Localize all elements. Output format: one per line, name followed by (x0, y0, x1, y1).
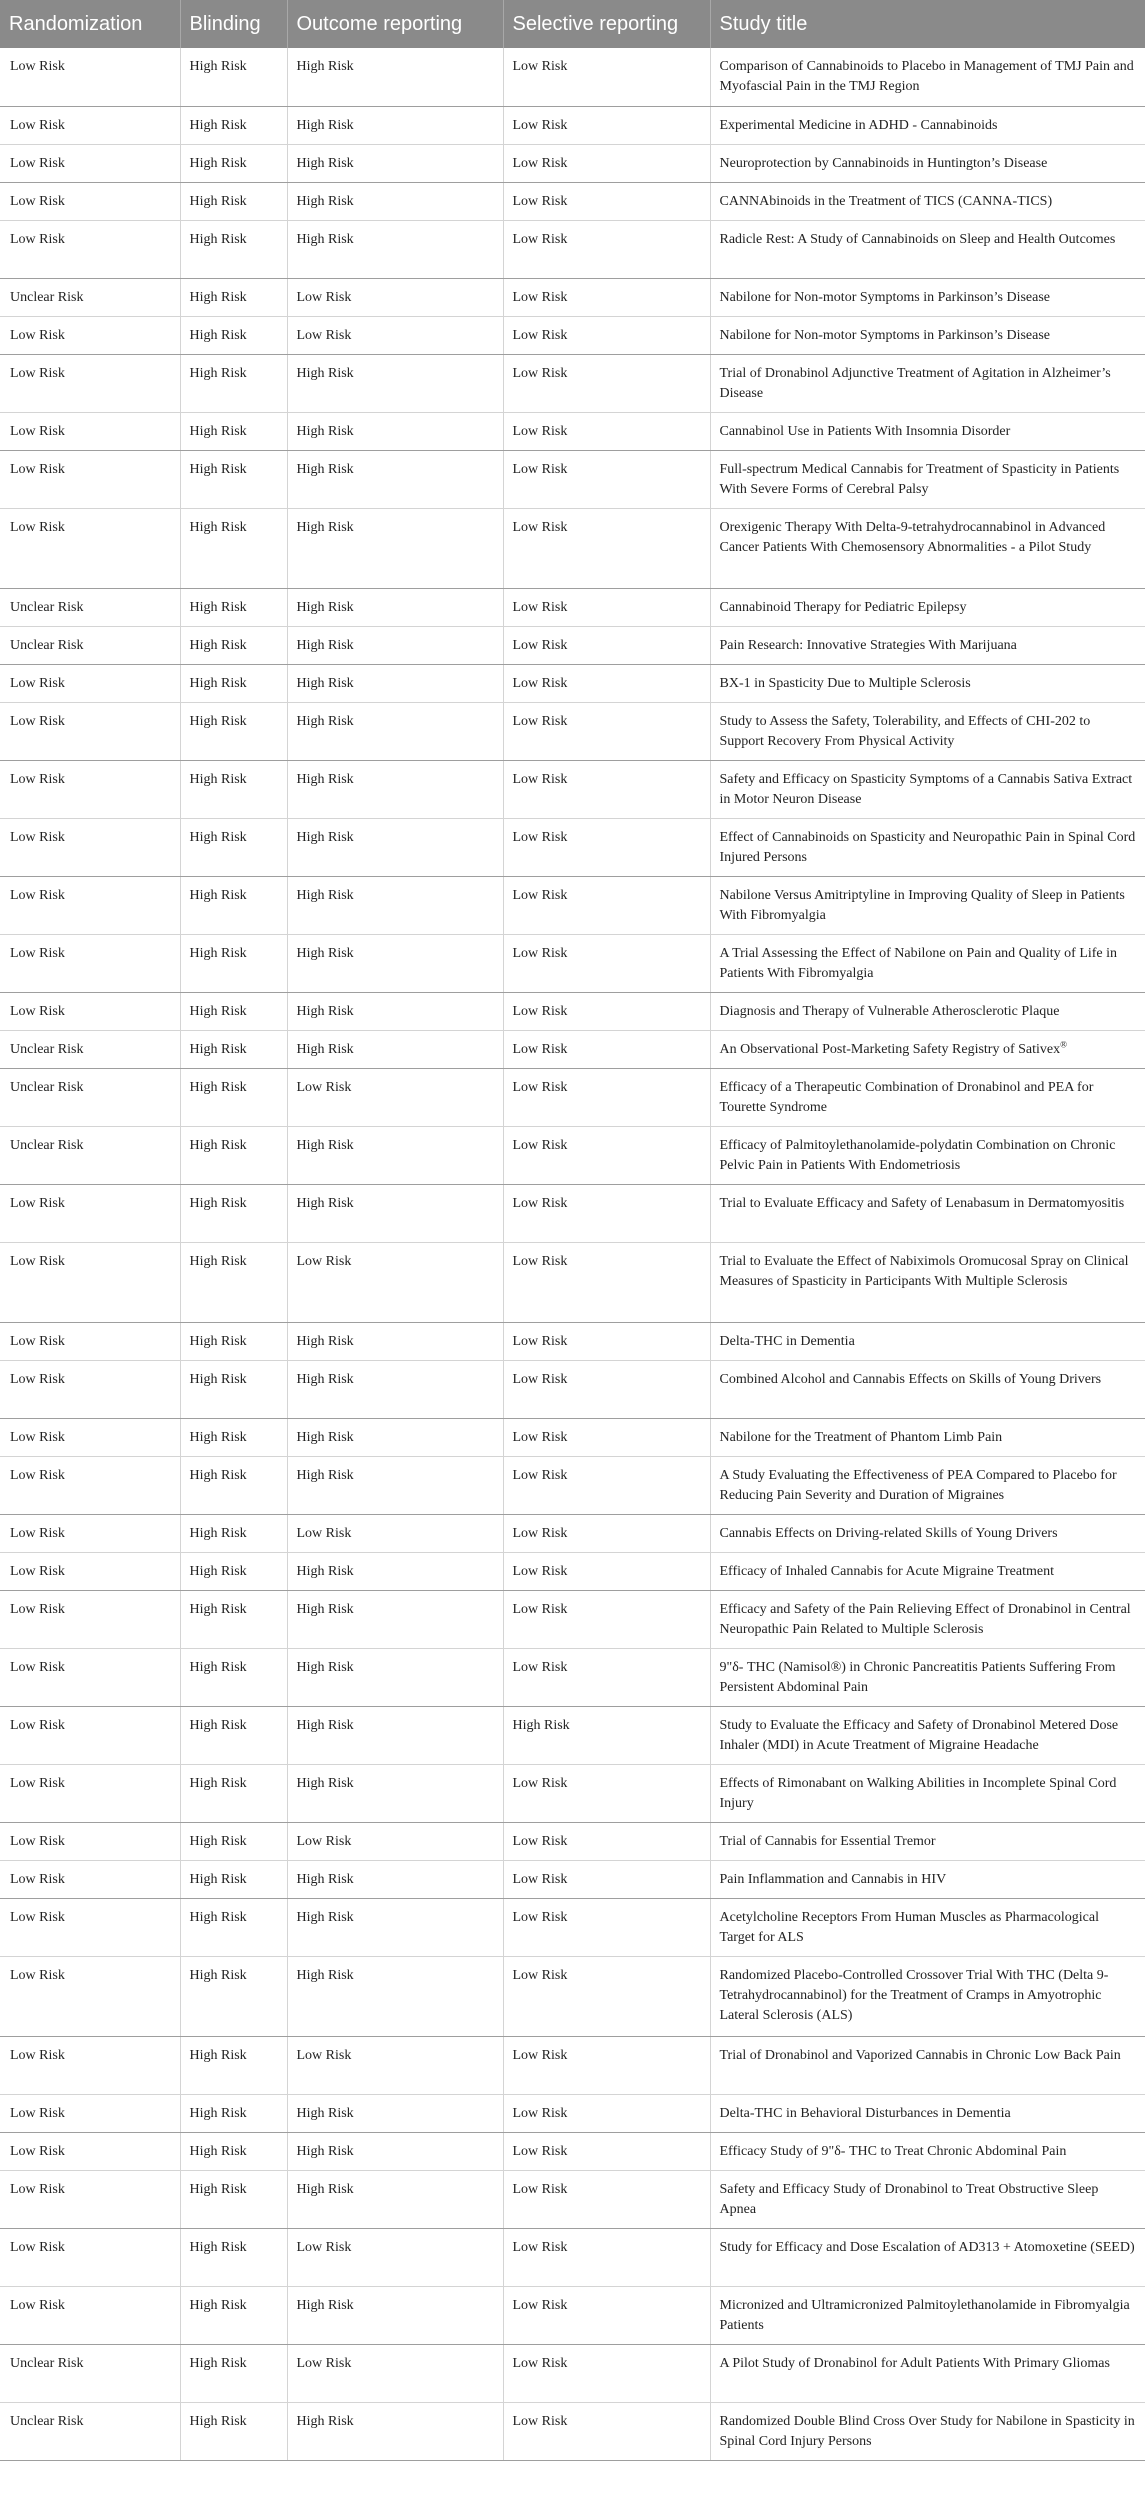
cell-outcome-reporting: High Risk (287, 626, 503, 664)
cell-selective-reporting: Low Risk (503, 992, 710, 1030)
cell-selective-reporting: Low Risk (503, 1418, 710, 1456)
cell-study-title: Safety and Efficacy Study of Dronabinol to Treat Obstructive Sleep Apnea (710, 2170, 1145, 2228)
cell-study-title: Combined Alcohol and Cannabis Effects on Skills of Young Drivers (710, 1360, 1145, 1418)
cell-outcome-reporting: Low Risk (287, 1242, 503, 1322)
cell-outcome-reporting: High Risk (287, 1456, 503, 1514)
cell-randomization: Low Risk (0, 1898, 180, 1956)
cell-randomization: Low Risk (0, 934, 180, 992)
cell-selective-reporting: Low Risk (503, 1860, 710, 1898)
cell-outcome-reporting: High Risk (287, 818, 503, 876)
cell-study-title: A Study Evaluating the Effectiveness of PEA Compared to Placebo for Reducing Pain Severity and Duration of Migraines (710, 1456, 1145, 1514)
cell-randomization: Low Risk (0, 182, 180, 220)
cell-study-title: Orexigenic Therapy With Delta-9-tetrahydrocannabinol in Advanced Cancer Patients With Chemosensory Abnormalities - a Pilot Study (710, 508, 1145, 588)
cell-outcome-reporting: High Risk (287, 992, 503, 1030)
cell-study-title: Trial of Dronabinol Adjunctive Treatment of Agitation in Alzheimer’s Disease (710, 354, 1145, 412)
table-row (0, 316, 1145, 354)
cell-blinding: High Risk (180, 1322, 287, 1360)
table-row (0, 2286, 1145, 2344)
cell-blinding: High Risk (180, 1860, 287, 1898)
table-row (0, 664, 1145, 702)
table-row (0, 2036, 1145, 2094)
cell-blinding: High Risk (180, 1184, 287, 1242)
cell-outcome-reporting: High Risk (287, 1648, 503, 1706)
cell-selective-reporting: Low Risk (503, 182, 710, 220)
cell-randomization: Low Risk (0, 1552, 180, 1590)
table-row (0, 1184, 1145, 1242)
cell-randomization: Low Risk (0, 760, 180, 818)
cell-selective-reporting: Low Risk (503, 316, 710, 354)
cell-randomization: Low Risk (0, 1242, 180, 1322)
table-row (0, 1648, 1145, 1706)
cell-blinding: High Risk (180, 2402, 287, 2460)
cell-outcome-reporting: High Risk (287, 412, 503, 450)
cell-selective-reporting: Low Risk (503, 2036, 710, 2094)
cell-study-title: Nabilone Versus Amitriptyline in Improving Quality of Sleep in Patients With Fibromyalgia (710, 876, 1145, 934)
cell-study-title: Randomized Placebo-Controlled Crossover Trial With THC (Delta 9-Tetrahydrocannabinol) for the Treatment of Cramps in Amyotrophic Lateral Sclerosis (ALS) (710, 1956, 1145, 2036)
cell-blinding: High Risk (180, 2286, 287, 2344)
cell-selective-reporting: Low Risk (503, 2170, 710, 2228)
cell-selective-reporting: Low Risk (503, 1648, 710, 1706)
cell-blinding: High Risk (180, 2170, 287, 2228)
cell-outcome-reporting: Low Risk (287, 278, 503, 316)
cell-selective-reporting: Low Risk (503, 1552, 710, 1590)
cell-blinding: High Risk (180, 1418, 287, 1456)
cell-selective-reporting: Low Risk (503, 1242, 710, 1322)
cell-outcome-reporting: Low Risk (287, 2344, 503, 2402)
cell-outcome-reporting: High Risk (287, 2286, 503, 2344)
cell-study-title: Study to Evaluate the Efficacy and Safety of Dronabinol Metered Dose Inhaler (MDI) in Acute Treatment of Migraine Headache (710, 1706, 1145, 1764)
cell-randomization: Low Risk (0, 1418, 180, 1456)
cell-blinding: High Risk (180, 316, 287, 354)
cell-study-title: Delta-THC in Behavioral Disturbances in Dementia (710, 2094, 1145, 2132)
cell-randomization: Unclear Risk (0, 588, 180, 626)
cell-selective-reporting: Low Risk (503, 278, 710, 316)
table-row (0, 876, 1145, 934)
cell-study-title: Efficacy Study of 9"δ- THC to Treat Chronic Abdominal Pain (710, 2132, 1145, 2170)
cell-study-title: Radicle Rest: A Study of Cannabinoids on Sleep and Health Outcomes (710, 220, 1145, 278)
cell-blinding: High Risk (180, 934, 287, 992)
cell-randomization: Low Risk (0, 2036, 180, 2094)
cell-blinding: High Risk (180, 412, 287, 450)
cell-study-title: 9"δ- THC (Namisol®) in Chronic Pancreatitis Patients Suffering From Persistent Abdominal Pain (710, 1648, 1145, 1706)
cell-study-title: CANNAbinoids in the Treatment of TICS (CANNA-TICS) (710, 182, 1145, 220)
cell-outcome-reporting: Low Risk (287, 1514, 503, 1552)
cell-randomization: Low Risk (0, 1648, 180, 1706)
cell-outcome-reporting: High Risk (287, 664, 503, 702)
cell-selective-reporting: Low Risk (503, 2402, 710, 2460)
cell-study-title: Randomized Double Blind Cross Over Study for Nabilone in Spasticity in Spinal Cord Injury Persons (710, 2402, 1145, 2460)
cell-selective-reporting: Low Risk (503, 2286, 710, 2344)
cell-randomization: Unclear Risk (0, 278, 180, 316)
cell-outcome-reporting: High Risk (287, 1184, 503, 1242)
cell-outcome-reporting: High Risk (287, 760, 503, 818)
cell-outcome-reporting: High Risk (287, 106, 503, 144)
cell-outcome-reporting: High Risk (287, 588, 503, 626)
cell-study-title: Trial of Cannabis for Essential Tremor (710, 1822, 1145, 1860)
cell-outcome-reporting: High Risk (287, 1030, 503, 1068)
cell-study-title: Study for Efficacy and Dose Escalation of AD313 + Atomoxetine (SEED) (710, 2228, 1145, 2286)
cell-randomization: Low Risk (0, 48, 180, 106)
cell-blinding: High Risk (180, 2094, 287, 2132)
table-row (0, 760, 1145, 818)
cell-blinding: High Risk (180, 2132, 287, 2170)
cell-selective-reporting: Low Risk (503, 144, 710, 182)
cell-selective-reporting: Low Risk (503, 2132, 710, 2170)
cell-outcome-reporting: Low Risk (287, 2036, 503, 2094)
cell-randomization: Unclear Risk (0, 1126, 180, 1184)
cell-selective-reporting: Low Risk (503, 760, 710, 818)
cell-study-title: Trial to Evaluate the Effect of Nabiximols Oromucosal Spray on Clinical Measures of Spasticity in Participants With Multiple Sclerosis (710, 1242, 1145, 1322)
cell-study-title: Cannabis Effects on Driving-related Skills of Young Drivers (710, 1514, 1145, 1552)
cell-blinding: High Risk (180, 664, 287, 702)
header-row (0, 0, 1145, 48)
cell-selective-reporting: Low Risk (503, 876, 710, 934)
cell-randomization: Low Risk (0, 2094, 180, 2132)
table-row (0, 106, 1145, 144)
cell-outcome-reporting: High Risk (287, 1126, 503, 1184)
table-row (0, 1030, 1145, 1068)
cell-study-title: BX-1 in Spasticity Due to Multiple Sclerosis (710, 664, 1145, 702)
cell-outcome-reporting: High Risk (287, 2170, 503, 2228)
cell-study-title: Efficacy of a Therapeutic Combination of Dronabinol and PEA for Tourette Syndrome (710, 1068, 1145, 1126)
table-row (0, 1956, 1145, 2036)
cell-randomization: Low Risk (0, 2228, 180, 2286)
cell-blinding: High Risk (180, 182, 287, 220)
cell-blinding: High Risk (180, 48, 287, 106)
cell-randomization: Low Risk (0, 1764, 180, 1822)
cell-outcome-reporting: High Risk (287, 354, 503, 412)
cell-study-title: Comparison of Cannabinoids to Placebo in Management of TMJ Pain and Myofascial Pain in the TMJ Region (710, 48, 1145, 106)
cell-blinding: High Risk (180, 1898, 287, 1956)
cell-blinding: High Risk (180, 278, 287, 316)
cell-outcome-reporting: Low Risk (287, 316, 503, 354)
cell-blinding: High Risk (180, 760, 287, 818)
cell-outcome-reporting: High Risk (287, 450, 503, 508)
cell-randomization: Low Risk (0, 1456, 180, 1514)
cell-outcome-reporting: High Risk (287, 220, 503, 278)
cell-outcome-reporting: Low Risk (287, 2228, 503, 2286)
cell-study-title: Diagnosis and Therapy of Vulnerable Atherosclerotic Plaque (710, 992, 1145, 1030)
cell-selective-reporting: Low Risk (503, 588, 710, 626)
cell-study-title: Neuroprotection by Cannabinoids in Huntington’s Disease (710, 144, 1145, 182)
cell-selective-reporting: Low Risk (503, 1764, 710, 1822)
cell-randomization: Unclear Risk (0, 1030, 180, 1068)
table-row (0, 818, 1145, 876)
cell-outcome-reporting: Low Risk (287, 1068, 503, 1126)
cell-selective-reporting: Low Risk (503, 450, 710, 508)
table-row (0, 278, 1145, 316)
cell-blinding: High Risk (180, 1360, 287, 1418)
cell-blinding: High Risk (180, 144, 287, 182)
table-row (0, 1068, 1145, 1126)
cell-blinding: High Risk (180, 1030, 287, 1068)
cell-selective-reporting: Low Risk (503, 626, 710, 664)
cell-selective-reporting: Low Risk (503, 1360, 710, 1418)
cell-study-title: Study to Assess the Safety, Tolerability, and Effects of CHI-202 to Support Recovery From Physical Activity (710, 702, 1145, 760)
table-row (0, 1418, 1145, 1456)
table-row (0, 1514, 1145, 1552)
cell-outcome-reporting: High Risk (287, 2094, 503, 2132)
cell-outcome-reporting: High Risk (287, 1552, 503, 1590)
cell-blinding: High Risk (180, 702, 287, 760)
table-row (0, 220, 1145, 278)
cell-randomization: Low Risk (0, 1184, 180, 1242)
cell-selective-reporting: Low Risk (503, 1322, 710, 1360)
table-row (0, 508, 1145, 588)
cell-study-title: Full-spectrum Medical Cannabis for Treatment of Spasticity in Patients With Severe Forms of Cerebral Palsy (710, 450, 1145, 508)
cell-randomization: Low Risk (0, 412, 180, 450)
cell-blinding: High Risk (180, 1764, 287, 1822)
cell-outcome-reporting: High Risk (287, 702, 503, 760)
cell-outcome-reporting: High Risk (287, 1590, 503, 1648)
cell-blinding: High Risk (180, 1514, 287, 1552)
table-row (0, 182, 1145, 220)
cell-study-title: Efficacy and Safety of the Pain Relieving Effect of Dronabinol in Central Neuropathic Pain Related to Multiple Sclerosis (710, 1590, 1145, 1648)
cell-blinding: High Risk (180, 876, 287, 934)
cell-outcome-reporting: High Risk (287, 1764, 503, 1822)
table-row (0, 1552, 1145, 1590)
cell-selective-reporting: Low Risk (503, 1898, 710, 1956)
cell-blinding: High Risk (180, 1956, 287, 2036)
cell-study-title: A Trial Assessing the Effect of Nabilone on Pain and Quality of Life in Patients With Fibromyalgia (710, 934, 1145, 992)
cell-randomization: Unclear Risk (0, 2344, 180, 2402)
cell-randomization: Low Risk (0, 1956, 180, 2036)
cell-blinding: High Risk (180, 2228, 287, 2286)
table-row (0, 1360, 1145, 1418)
cell-outcome-reporting: High Risk (287, 2132, 503, 2170)
cell-study-title: Pain Research: Innovative Strategies With Marijuana (710, 626, 1145, 664)
cell-study-title: Efficacy of Palmitoylethanolamide-polydatin Combination on Chronic Pelvic Pain in Patients With Endometriosis (710, 1126, 1145, 1184)
cell-randomization: Unclear Risk (0, 1068, 180, 1126)
cell-blinding: High Risk (180, 2344, 287, 2402)
cell-selective-reporting: Low Risk (503, 934, 710, 992)
cell-selective-reporting: Low Risk (503, 1590, 710, 1648)
cell-randomization: Low Risk (0, 450, 180, 508)
cell-randomization: Low Risk (0, 1360, 180, 1418)
cell-blinding: High Risk (180, 508, 287, 588)
cell-outcome-reporting: High Risk (287, 182, 503, 220)
cell-blinding: High Risk (180, 1126, 287, 1184)
cell-blinding: High Risk (180, 992, 287, 1030)
table-row (0, 450, 1145, 508)
cell-randomization: Low Risk (0, 2286, 180, 2344)
table-row (0, 2402, 1145, 2460)
cell-study-title: Trial to Evaluate Efficacy and Safety of Lenabasum in Dermatomyositis (710, 1184, 1145, 1242)
cell-randomization: Low Risk (0, 316, 180, 354)
cell-blinding: High Risk (180, 106, 287, 144)
cell-selective-reporting: Low Risk (503, 1030, 710, 1068)
cell-randomization: Low Risk (0, 818, 180, 876)
cell-selective-reporting: Low Risk (503, 220, 710, 278)
table-row (0, 1898, 1145, 1956)
cell-outcome-reporting: High Risk (287, 876, 503, 934)
registered-mark: ® (1060, 1038, 1067, 1049)
cell-randomization: Low Risk (0, 992, 180, 1030)
cell-randomization: Low Risk (0, 876, 180, 934)
cell-selective-reporting: Low Risk (503, 664, 710, 702)
cell-blinding: High Risk (180, 1590, 287, 1648)
table-row (0, 2170, 1145, 2228)
cell-randomization: Unclear Risk (0, 626, 180, 664)
cell-study-title: Efficacy of Inhaled Cannabis for Acute Migraine Treatment (710, 1552, 1145, 1590)
table-row (0, 702, 1145, 760)
table-row (0, 1764, 1145, 1822)
cell-study-title: Cannabinoid Therapy for Pediatric Epilepsy (710, 588, 1145, 626)
table-body (0, 48, 1145, 2460)
cell-selective-reporting: Low Risk (503, 1126, 710, 1184)
cell-randomization: Low Risk (0, 1590, 180, 1648)
cell-selective-reporting: Low Risk (503, 2344, 710, 2402)
cell-outcome-reporting: High Risk (287, 1706, 503, 1764)
cell-randomization: Low Risk (0, 106, 180, 144)
cell-blinding: High Risk (180, 818, 287, 876)
cell-blinding: High Risk (180, 220, 287, 278)
table-row (0, 412, 1145, 450)
cell-selective-reporting: Low Risk (503, 48, 710, 106)
cell-outcome-reporting: High Risk (287, 48, 503, 106)
cell-blinding: High Risk (180, 1456, 287, 1514)
cell-study-title: Pain Inflammation and Cannabis in HIV (710, 1860, 1145, 1898)
cell-study-title: Cannabinol Use in Patients With Insomnia Disorder (710, 412, 1145, 450)
cell-selective-reporting: High Risk (503, 1706, 710, 1764)
cell-outcome-reporting: Low Risk (287, 1822, 503, 1860)
cell-blinding: High Risk (180, 1242, 287, 1322)
cell-study-title: Nabilone for the Treatment of Phantom Limb Pain (710, 1418, 1145, 1456)
cell-outcome-reporting: High Risk (287, 1956, 503, 2036)
table-row (0, 588, 1145, 626)
cell-blinding: High Risk (180, 1552, 287, 1590)
cell-study-title: Acetylcholine Receptors From Human Muscles as Pharmacological Target for ALS (710, 1898, 1145, 1956)
cell-blinding: High Risk (180, 450, 287, 508)
table-row (0, 1590, 1145, 1648)
cell-outcome-reporting: High Risk (287, 1360, 503, 1418)
cell-study-title: Trial of Dronabinol and Vaporized Cannabis in Chronic Low Back Pain (710, 2036, 1145, 2094)
table-row (0, 2344, 1145, 2402)
cell-randomization: Low Risk (0, 1860, 180, 1898)
cell-selective-reporting: Low Risk (503, 1184, 710, 1242)
cell-study-title: Delta-THC in Dementia (710, 1322, 1145, 1360)
table-row (0, 2132, 1145, 2170)
header-outcome-reporting: Outcome reporting (287, 0, 503, 48)
header-study-title: Study title (710, 0, 1145, 48)
cell-randomization: Low Risk (0, 1322, 180, 1360)
cell-study-title: Micronized and Ultramicronized Palmitoylethanolamide in Fibromyalgia Patients (710, 2286, 1145, 2344)
table-row (0, 626, 1145, 664)
table-row (0, 934, 1145, 992)
cell-blinding: High Risk (180, 1706, 287, 1764)
cell-randomization: Low Risk (0, 354, 180, 412)
header-selective-reporting: Selective reporting (503, 0, 710, 48)
table-row (0, 2094, 1145, 2132)
table-row (0, 1822, 1145, 1860)
cell-outcome-reporting: High Risk (287, 1322, 503, 1360)
cell-blinding: High Risk (180, 626, 287, 664)
cell-blinding: High Risk (180, 1648, 287, 1706)
cell-selective-reporting: Low Risk (503, 412, 710, 450)
cell-study-title: Safety and Efficacy on Spasticity Symptoms of a Cannabis Sativa Extract in Motor Neuron Disease (710, 760, 1145, 818)
cell-selective-reporting: Low Risk (503, 2228, 710, 2286)
cell-study-title: Experimental Medicine in ADHD - Cannabinoids (710, 106, 1145, 144)
cell-study-title: A Pilot Study of Dronabinol for Adult Patients With Primary Gliomas (710, 2344, 1145, 2402)
cell-randomization: Low Risk (0, 220, 180, 278)
cell-selective-reporting: Low Risk (503, 354, 710, 412)
cell-outcome-reporting: High Risk (287, 1860, 503, 1898)
table-row (0, 1456, 1145, 1514)
cell-study-title: Nabilone for Non-motor Symptoms in Parkinson’s Disease (710, 278, 1145, 316)
cell-selective-reporting: Low Risk (503, 818, 710, 876)
cell-randomization: Low Risk (0, 1706, 180, 1764)
table-row (0, 992, 1145, 1030)
cell-study-title: An Observational Post-Marketing Safety Registry of Sativex® (710, 1030, 1145, 1068)
cell-study-title: Nabilone for Non-motor Symptoms in Parkinson’s Disease (710, 316, 1145, 354)
header-blinding: Blinding (180, 0, 287, 48)
cell-outcome-reporting: High Risk (287, 1898, 503, 1956)
cell-blinding: High Risk (180, 588, 287, 626)
cell-blinding: High Risk (180, 2036, 287, 2094)
cell-outcome-reporting: High Risk (287, 144, 503, 182)
cell-outcome-reporting: High Risk (287, 1418, 503, 1456)
table-row (0, 2228, 1145, 2286)
cell-blinding: High Risk (180, 354, 287, 412)
cell-selective-reporting: Low Risk (503, 702, 710, 760)
cell-selective-reporting: Low Risk (503, 1068, 710, 1126)
cell-blinding: High Risk (180, 1068, 287, 1126)
cell-blinding: High Risk (180, 1822, 287, 1860)
cell-randomization: Low Risk (0, 1514, 180, 1552)
cell-randomization: Low Risk (0, 702, 180, 760)
cell-selective-reporting: Low Risk (503, 1456, 710, 1514)
cell-selective-reporting: Low Risk (503, 508, 710, 588)
cell-randomization: Low Risk (0, 664, 180, 702)
table-row (0, 1242, 1145, 1322)
cell-randomization: Unclear Risk (0, 2402, 180, 2460)
cell-selective-reporting: Low Risk (503, 1956, 710, 2036)
cell-selective-reporting: Low Risk (503, 2094, 710, 2132)
cell-randomization: Low Risk (0, 2132, 180, 2170)
cell-study-title: Effect of Cannabinoids on Spasticity and Neuropathic Pain in Spinal Cord Injured Persons (710, 818, 1145, 876)
table-row (0, 1860, 1145, 1898)
cell-randomization: Low Risk (0, 1822, 180, 1860)
table-row (0, 144, 1145, 182)
cell-outcome-reporting: High Risk (287, 934, 503, 992)
cell-selective-reporting: Low Risk (503, 106, 710, 144)
table-header (0, 0, 1145, 48)
cell-study-title: Effects of Rimonabant on Walking Abilities in Incomplete Spinal Cord Injury (710, 1764, 1145, 1822)
header-randomization: Randomization (0, 0, 180, 48)
table-row (0, 1322, 1145, 1360)
table-row (0, 354, 1145, 412)
table-row (0, 1126, 1145, 1184)
cell-outcome-reporting: High Risk (287, 508, 503, 588)
cell-selective-reporting: Low Risk (503, 1514, 710, 1552)
table-row (0, 48, 1145, 106)
cell-randomization: Low Risk (0, 144, 180, 182)
cell-outcome-reporting: High Risk (287, 2402, 503, 2460)
cell-randomization: Low Risk (0, 2170, 180, 2228)
cell-randomization: Low Risk (0, 508, 180, 588)
table-row (0, 1706, 1145, 1764)
cell-selective-reporting: Low Risk (503, 1822, 710, 1860)
